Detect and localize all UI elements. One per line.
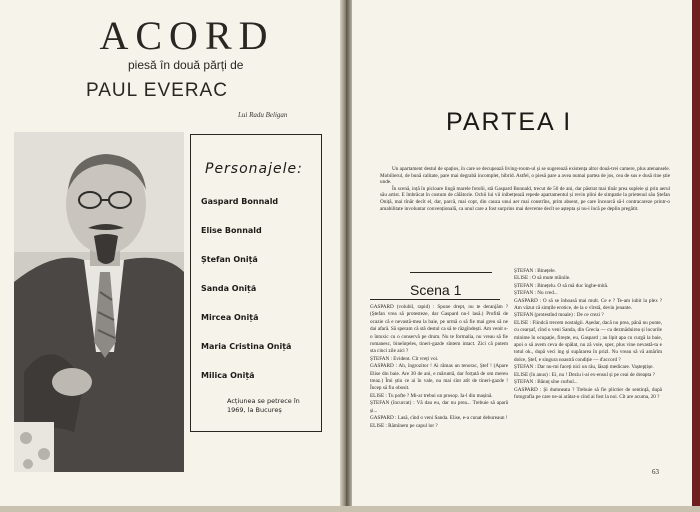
dialogue-line: ȘTEFAN : Dar nu-mi faceți nici un rău, lăsați medicare. Vaștepțișe. [514, 364, 654, 371]
cast-list [201, 197, 321, 400]
dedication: Lui Radu Beligan [238, 111, 288, 119]
dialogue-line: ȘTEFAN : Nu cred... [514, 290, 558, 297]
scene-title: Scena 1 [410, 282, 462, 298]
portrait-image [14, 132, 184, 472]
dialogue-line: GASPARD (volubil, rapid) : Spune drept, nu te deranjăm ? (Ștefan vrea să protesteze, dar Gaspard nu-l lasă.) Profită de ocazie că e nevastă-mea la baie, pe urmă o să fie mai greu să ne dai afară. Să speram că stă destul ca să te răzgîndești. Am venit s-o întoxic cu o conservă pe drum. Nu te formalia, nu vreau să fie romanesc, bineînțeles, tineri-gazde sîntem intact. Zici că putem sta cinci zile aici ? [370, 304, 508, 355]
scene-rule [410, 272, 492, 273]
dialogue-line: ELISE : Tu pofte ? Mi-ar trebui un prosop. Ia-l din mașină. [370, 392, 493, 399]
dialogue-line: ȘTEFAN : Binețelu. O să mă duc înghe-mită. [514, 282, 609, 289]
dialogue-line: GASPARD : Lasă, cînd o veni Sanda. Elise, e-a cunat debureaun ! [370, 415, 508, 422]
dialogue-line: GASPARD : Ah, îngrozitor ! Ai rămas un tenorac, Ștef ! (Apare Elise din baie. Are 30 de ani, e măruntă, dar forțată de om mereu treaz.) Îmi știu ce ai în vale, nu mai sînt atît de tineri-gazde ! Încep să fiu obosit. [370, 363, 508, 392]
dialogue-line: ȘTEFAN : Binețele. [514, 268, 556, 274]
dialogue-column-right [514, 268, 662, 401]
dialogue-line: ȘTEFAN (încurcat) : Vă dau eu, dar nu prea... Trebuie să apară și... [370, 400, 508, 414]
dialogue-line: GASPARD : Și dumneata ? Trebuie să fie plictier de sentință, după fotografia pe care ne-ai arătat-o cînd ai fost la noi. Cît are acuma, 20 ? [514, 386, 662, 400]
character-name: Elise Bonnald [201, 226, 262, 235]
character-name: Mircea Oniță [201, 313, 259, 322]
page-edge [0, 506, 700, 512]
right-page [352, 0, 692, 506]
dialogue-line: ȘTEFAN : Evident. Cît vreți voi. [370, 355, 439, 362]
character-name: Maria Cristina Oniță [201, 342, 292, 351]
play-subtitle: piesă în două părți de [128, 58, 244, 72]
intro-paragraph: Un apartament destul de spațios, în care se decupează living-room-ul și se sugerează existența altor două-trei camere, plus atenansele. Mobilierul, de bună calitate, pare mai degrabă incomplet, hibrid. Astfel, o piesă pare a avea numai partea de jos, cea de sus e dusă rine știe unde. [380, 166, 670, 186]
cast-heading: Personajele: [205, 161, 303, 177]
character-name: Milica Oniță [201, 371, 255, 380]
dialogue-line: ELISE : Fiindcă trecem nostalgii. Aședar, dacă nu prea, până nu ponte, cu cearșaf, cînd o veni Sanda, din Grecia — cu dezmăduirea și locurile minime în ocupație, firește, eu, Gaspard ; au lipit apa cu curgă la baie, apoi o să avem ceva de spălat, nu ză voie, sper, plus vine nevastă-ta e totul ok., după veci ing și supărarea în prizl. Nu vreau să vă amărîm dolce, Ștef, e singura noastră condiție — d'accord ? [514, 319, 662, 363]
dialogue-line: ELISE : O să mute mîinile. [514, 275, 571, 282]
character-name: Gaspard Bonnald [201, 197, 279, 206]
dialogue-line: ȘTEFAN (protestînd moale) : De ce crezi ? [514, 312, 604, 319]
dialogue-line: ȘTEFAN : Bănuț sîne curbul... [514, 379, 578, 386]
scene-rule [370, 299, 500, 300]
play-title: ACORD [99, 13, 275, 58]
book-cover-edge [692, 0, 700, 512]
character-name: Ștefan Oniță [201, 255, 258, 264]
character-name: Sanda Oniță [201, 284, 257, 293]
left-page [0, 0, 340, 506]
author-photo [14, 132, 184, 472]
dialogue-column-left [370, 304, 508, 430]
cast-list-box [190, 134, 322, 432]
dialogue-line: ELISE : Rămînem pe capul lor ? [370, 422, 438, 429]
intro-paragraph: În scenă, ință în picioare lingă marele fotolii, stă Gaspard Bonnald, trecut de 50 de ani, dar păstrat mai tînăr prea supleie și prin aerul său artist. E îmbrăcat în costum de călătorie. Ochii lui vii inibetțează repede apartamentul și revin plini de simpatie la prietenul său Ștefan Oniță, mai tînăr decît el, dar, parcă, mai copt, din cauza unui aer mai constrîns, prim absent, pe care încearcă să-l contracareze printr-o amabilitate involuntar convențională, ca unul care a fost surprins mai devreme decît se aștepta și nu-i încă pe deplin pregătit. [380, 185, 670, 212]
dialogue-line: ELISE (în anus) : Ei, nu ! Deziu i-ai ex-ensul și pe ceai de dreapta ? [514, 371, 655, 378]
author-name: PAUL EVERAC [86, 80, 228, 101]
setting-note: Acțiunea se petrece în 1969, la Bucureș [227, 397, 300, 414]
part-title: PARTEA I [446, 108, 573, 136]
dialogue-line: GASPARD : O să se înhoasă mai mult. Ce e ? Te-am iubit la plex ? Am văzut că simțile erotice, de la o vîrstă, devin jenante. [514, 297, 662, 312]
page-number: 63 [652, 468, 659, 476]
stage-directions [380, 166, 670, 212]
book-spine [340, 0, 352, 512]
